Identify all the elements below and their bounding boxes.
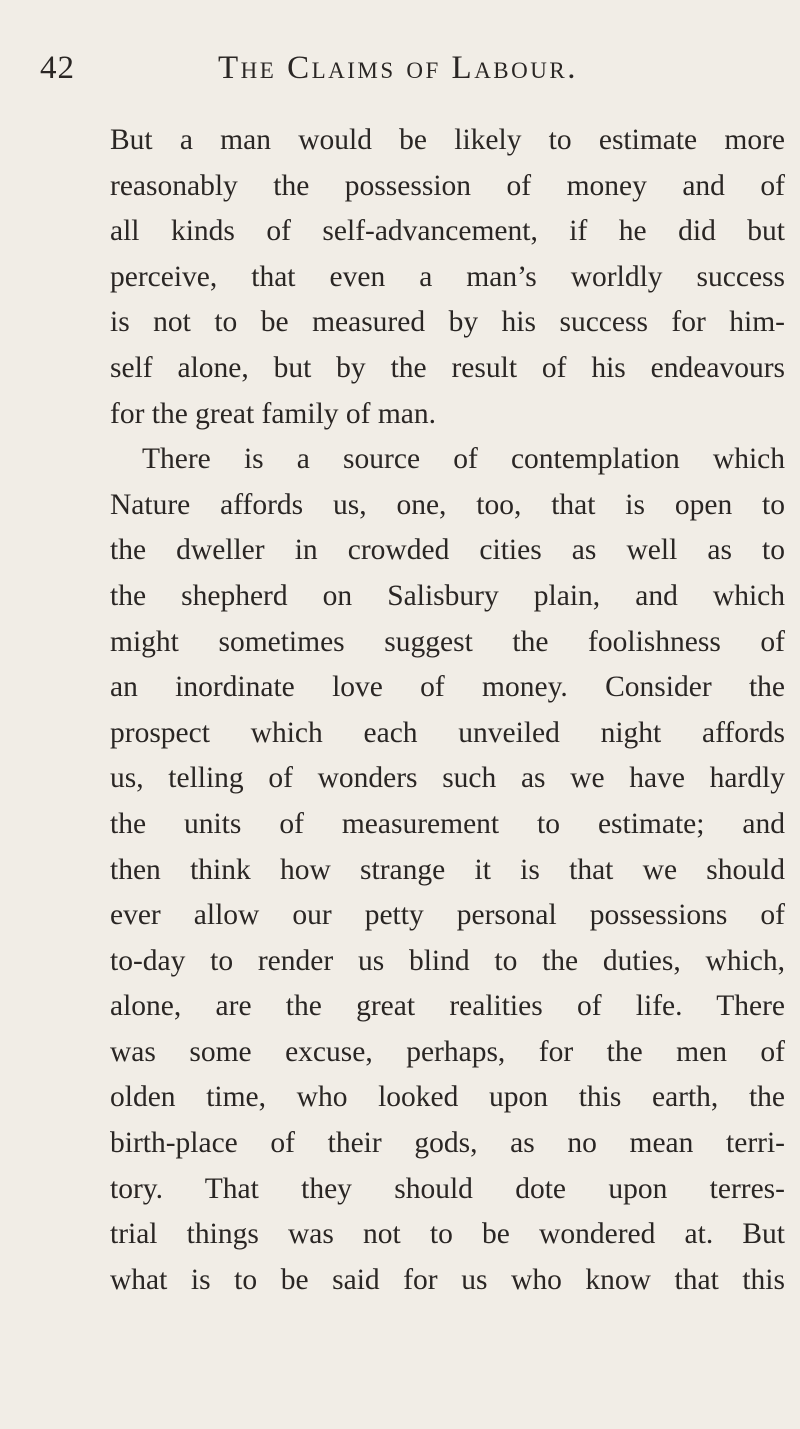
text-line: reasonably the possession of money and of bbox=[110, 169, 785, 202]
text-line: birth-place of their gods, as no mean terri- bbox=[110, 1127, 785, 1160]
page-header bbox=[40, 48, 780, 98]
text-line: the shepherd on Salisbury plain, and which bbox=[110, 579, 785, 612]
running-title: The Claims of Labour. bbox=[218, 50, 578, 86]
text-line: for the great family of man. bbox=[110, 397, 437, 430]
body-text bbox=[110, 118, 785, 1303]
text-line: trial things was not to be wondered at. But bbox=[110, 1218, 785, 1251]
text-line: prospect which each unveiled night affords bbox=[110, 716, 785, 749]
text-line: then think how strange it is that we should bbox=[110, 853, 785, 886]
page-number: 42 bbox=[40, 50, 75, 86]
text-line: us, telling of wonders such as we have hardly bbox=[110, 762, 785, 795]
text-line: was some excuse, perhaps, for the men of bbox=[110, 1035, 785, 1068]
text-line: Nature affords us, one, too, that is open to bbox=[110, 488, 785, 521]
text-line: all kinds of self-advancement, if he did but bbox=[110, 215, 785, 248]
text-line: is not to be measured by his success for him- bbox=[110, 306, 785, 339]
text-line: to-day to render us blind to the duties, which, bbox=[110, 944, 785, 977]
text-line: There is a source of contemplation which bbox=[142, 443, 785, 476]
text-line: might sometimes suggest the foolishness of bbox=[110, 625, 785, 658]
text-line: an inordinate love of money. Consider the bbox=[110, 671, 785, 704]
text-line: the units of measurement to estimate; and bbox=[110, 807, 785, 840]
text-line: ever allow our petty personal possessions of bbox=[110, 899, 785, 932]
text-line: olden time, who looked upon this earth, the bbox=[110, 1081, 785, 1114]
text-line: what is to be said for us who know that this bbox=[110, 1263, 785, 1296]
text-line: But a man would be likely to estimate more bbox=[110, 124, 785, 156]
text-line: the dweller in crowded cities as well as to bbox=[110, 534, 785, 567]
text-line: perceive, that even a man’s worldly success bbox=[110, 260, 785, 293]
text-line: tory. That they should dote upon terres- bbox=[110, 1172, 785, 1205]
text-line: alone, are the great realities of life. There bbox=[110, 990, 785, 1023]
text-line: self alone, but by the result of his endeavours bbox=[110, 351, 785, 384]
